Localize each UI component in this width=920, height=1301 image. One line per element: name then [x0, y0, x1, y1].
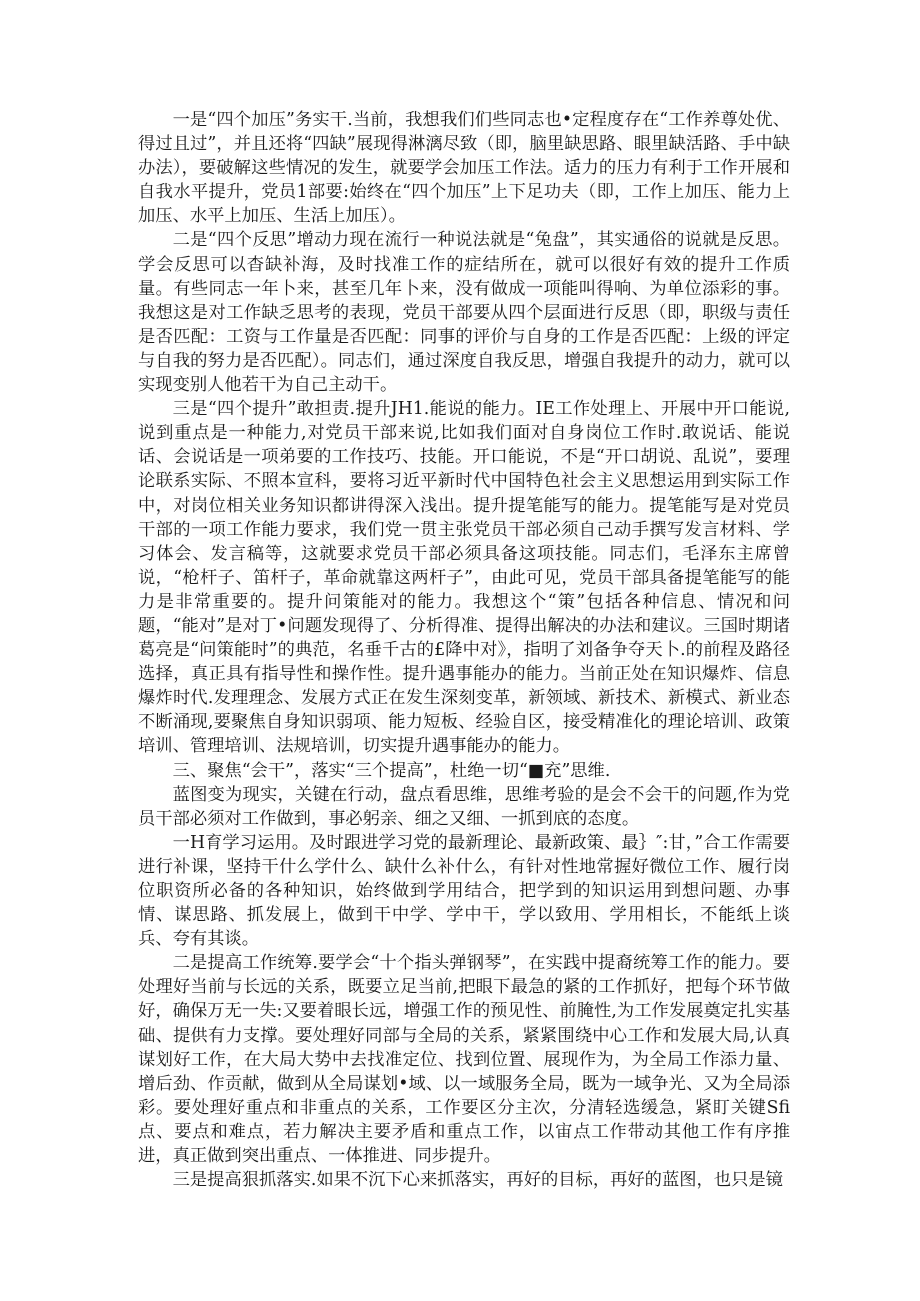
paragraph-four-reflections: 二是“四个反思”增动力现在流行一种说法就是“兔盘”，其实通俗的说就是反思。学会反思可以杳缺补海，及时找准工作的症结所在，就可以很好有效的提升工作质量。有些同志一年卜来，甚至几年卜来，没有做成一项能叫得响、为单位添彩的事。我想这是对工作缺乏思考的表现，党员干部要从四个层面进行反思（即，职级与责任是否匹配：工资与工作量是否匹配：同事的评价与自身的工作是否匹配：上级的评定与自我的努力是否匹配）。同志们，通过深度自我反思，增强自我提升的动力，就可以实现变别人他若干为自己主动干。	[138, 230, 790, 396]
document-page	[138, 108, 790, 1192]
paragraph-work-coordination: 二是提高工作统筹.要学会“十个指头弹钢琴”，在实践中提裔统筹工作的能力。要处理好当前与长远的关系，既要立足当前,把眼下最急的紧的工作抓好，把每个环节做好，确保万无一失:又要着眼长远，增强工作的预见性、前腌性,为工作发展奠定扎实基础、提供有力支撑。要处理好同部与全局的关系，紧紧围绕中心工作和发展大局,认真谋划好工作，在大局大势中去找准定位、找到位置、展现作为，为全局工作添力量、增后劲、作贡献，做到从全局谋划•域、以一域服务全局，既为一域争光、又为全局添彩。要处理好重点和非重点的关系，工作要区分主次，分清轻选缓急，紧盯关键Sfi点、要点和难点，若力解决主要矛盾和重点工作，以宙点工作带动其他工作有序推进，真正做到突出重点、一体推进、同步提升。	[138, 953, 790, 1167]
paragraph-implementation: 三是提高狠抓落实.如果不沉下心来抓落实，再好的目标，再好的蓝图，也只是镜	[172, 1170, 783, 1191]
paragraph-four-improvements: 三是“四个提升”敢担责.提升JH1.能说的能力。IE工作处理上、开展中开口能说,说到重点是一种能力,对党员干部来说,比如我们面对自身岗位工作时.敢说话、能说话、会说话是一项弟要的工作技巧、技能。开口能说，不是“开口胡说、乱说”，要理论联系实际、不照本宣科，要将习近平新时代中国特色社会主义思想运用到实际工作中，对岗位相关业务知识都讲得深入浅出。提升提笔能写的能力。提笔能写是对党员干部的一项工作能力要求，我们党一贯主张党员干部必须自己动手撰写发言材料、学习体会、发言稿等，这就要求党员干部必须具备这项技能。同志们，毛泽东主席曾说，“枪杆子、笛杆子，革命就靠这两杆子”，由此可见，党员干部具备提笔能写的能力是非常重要的。提升问策能对的能力。我想这个“策”包括各种信息、情况和问题，“能对”是对丁•问题发现得了、分析得准、提得出解决的办法和建议。三国时期诸葛亮是“问策能时”的典范，名垂千古的£降中对》，指明了刘备争夺天卜.的前程及路径选择，真正具有指导性和操作性。提升遇事能办的能力。当前正处在知识爆炸、信息爆炸时代.发理理念、发展方式正在发生深刻变革，新领域、新技术、新模式、新业态不断涌现,要聚焦自身知识弱项、能力短板、经验自区，接受精准化的理论培训、政策培训、管理培训、法规培训，切实提升遇事能办的能力。	[138, 399, 790, 757]
section-heading-three: 三、聚焦“会干”，落实“三个提高”，杜绝一切“■充”思维.	[172, 760, 611, 781]
paragraph-study-application: 一H育学习运用。及时跟进学习党的最新理论、最新政策、最｝″:甘，”合工作需要进行补课，坚持干什么学什么、缺什么补什么，有针对性地常握好微位工作、履行岗位职资所必备的各种知识，始终做到学用结合，把学到的知识运用到想问题、办事情、谋思路、抓发展上，做到干中学、学中干，学以致用、学用相长，不能纸上谈兵、夸有其谈。	[138, 832, 790, 950]
paragraph-blueprint: 蓝图变为现实，关键在行动，盘点看思维，思维考验的是会不会干的问题,作为党员干部必须对工作做到，事必躬亲、细之又细、一抓到底的态度。	[138, 784, 790, 829]
paragraph-four-pressures: 一是“四个加压”务实干.当前，我想我们们些同志也•定程度存在“工作养尊处优、得过且过”，并且还将“四缺”展现得淋漓尽致（即，脑里缺思路、眼里缺活路、手中缺办法），要破解这些情况的发生，就要学会加压工作法。适力的压力有利于工作开展和自我水平提升，党员1部要:始终在“四个加压”上下足功夫（即，工作上加压、能力上加压、水平上加压、生活上加压）。	[138, 110, 790, 227]
